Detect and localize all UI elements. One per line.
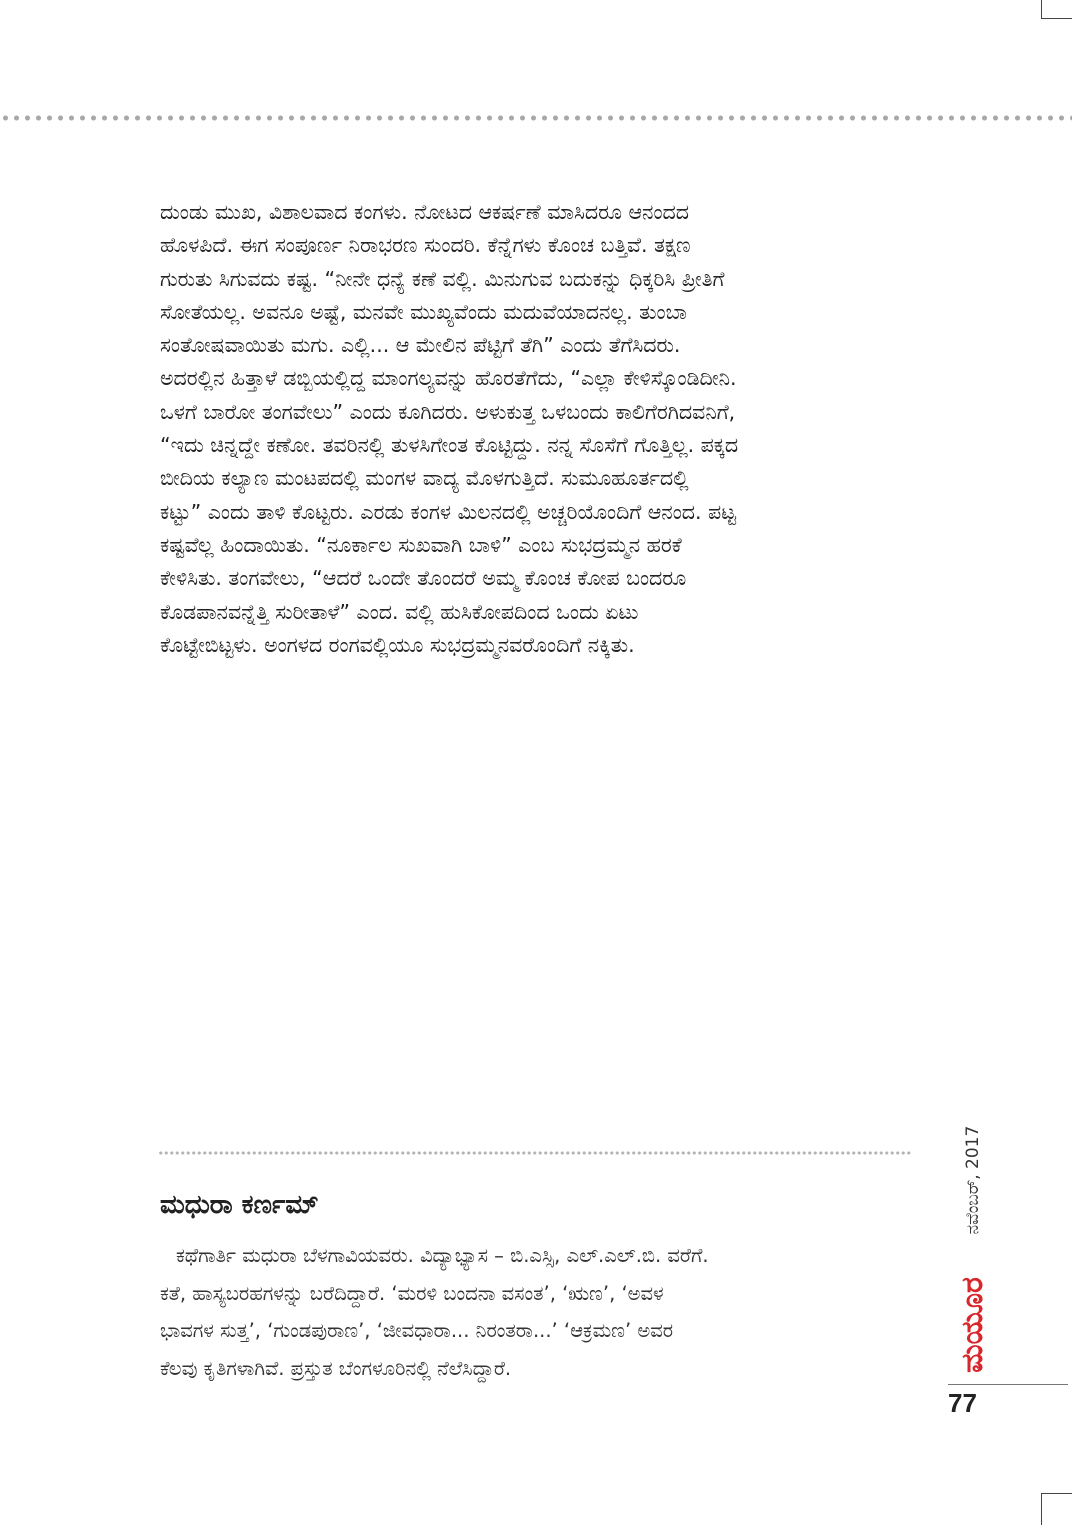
crop-mark-bottom (1041, 1493, 1072, 1525)
author-bio (160, 1237, 920, 1387)
issue-sidebar (948, 1080, 998, 1373)
story-line: ಅದರಲ್ಲಿನ ಹಿತ್ತಾಳೆ ಡಬ್ಬಿಯಲ್ಲಿದ್ದ ಮಾಂಗಲ್ಯವನ್ನು ಹೊರತೆಗೆದು, “ಎಲ್ಲಾ ಕೇಳಿಸ್ಕೊಂಡಿದೀನಿ. (160, 366, 737, 391)
story-line: ಕಷ್ಟವೆಲ್ಲ ಹಿಂದಾಯಿತು. “ನೂರ್ಕಾಲ ಸುಖವಾಗಿ ಬಾಳಿ” ಎಂಬ ಸುಭದ್ರಮ್ಮನ ಹರಕೆ (160, 532, 682, 557)
author-name: ಮಧುರಾ ಕರ್ಣಮ್ (160, 1190, 319, 1220)
story-line: ಸಂತೋಷವಾಯಿತು ಮಗು. ಎಲ್ಲಿ... ಆ ಮೇಲಿನ ಪೆಟ್ಟಿಗೆ ತೆಗಿ” ಎಂದು ತೆಗೆಸಿದರು. (160, 333, 681, 358)
author-bio-line: ಕತೆ, ಹಾಸ್ಯಬರಹಗಳನ್ನು ಬರೆದಿದ್ದಾರೆ. ‘ಮರಳಿ ಬಂದನಾ ವಸಂತ’, ‘ಋಣ’, ‘ಅವಳ (160, 1281, 664, 1305)
story-line: ಗುರುತು ಸಿಗುವದು ಕಷ್ಟ. “ನೀನೇ ಧನ್ಯೆ ಕಣೆ ವಲ್ಲಿ. ಮಿನುಗುವ ಬದುಕನ್ನು ಧಿಕ್ಕರಿಸಿ ಪ್ರೀತಿಗೆ (160, 266, 725, 291)
page-number-rule (948, 1384, 1068, 1385)
story-line: ದುಂಡು ಮುಖ, ವಿಶಾಲವಾದ ಕಂಗಳು. ನೋಟದ ಆಕರ್ಷಣೆ ಮಾಸಿದರೂ ಆನಂದದ (160, 200, 690, 224)
story-line: ಕೇಳಿಸಿತು. ತಂಗವೇಲು, “ಆದರೆ ಒಂದೇ ತೊಂದರೆ ಅಮ್ಮ ಕೊಂಚ ಕೋಪ ಬಂದರೂ (160, 566, 687, 591)
dotted-divider-author (158, 1150, 912, 1156)
issue-date: ನವೆಂಬರ್, 2017 (963, 1125, 983, 1235)
story-line: ಬೀದಿಯ ಕಲ್ಯಾಣ ಮಂಟಪದಲ್ಲಿ ಮಂಗಳ ವಾದ್ಯ ಮೊಳಗುತ್ತಿದೆ. ಸುಮೂಹೂರ್ತದಲ್ಲಿ (160, 466, 689, 491)
story-line: “ಇದು ಚಿನ್ನದ್ದೇ ಕಣೋ. ತವರಿನಲ್ಲಿ ತುಳಸಿಗೇಂತ ಕೊಟ್ಟಿದ್ದು. ನನ್ನ ಸೊಸೆಗೆ ಗೊತ್ತಿಲ್ಲ. ಪಕ್ಕದ (160, 433, 739, 458)
magazine-logo: ಮಯೂರ (955, 1277, 990, 1373)
author-bio-line: ಭಾವಗಳ ಸುತ್ತ’, ‘ಗುಂಡಪುರಾಣ’, ‘ಜೀವಧಾರಾ... ನಿರಂತರಾ...’ ‘ಆಕ್ರಮಣ’ ಅವರ (160, 1319, 674, 1342)
author-bio-line: ಕಥೆಗಾರ್ತಿ ಮಧುರಾ ಬೆಳಗಾವಿಯವರು. ವಿದ್ಯಾಭ್ಯಾಸ – ಬಿ.ಎಸ್ಸಿ, ಎಲ್.ಎಲ್.ಬಿ. ವರೆಗೆ. (176, 1244, 709, 1267)
story-line: ಒಳಗೆ ಬಾರೋ ತಂಗವೇಲು” ಎಂದು ಕೂಗಿದರು. ಅಳುಕುತ್ತ ಒಳಬಂದು ಕಾಲಿಗೆರಗಿದವನಿಗೆ, (160, 399, 736, 424)
dotted-divider-top (0, 113, 1072, 123)
story-line: ಕೊಡಪಾನವನ್ನೆತ್ತಿ ಸುರೀತಾಳೆ” ಎಂದ. ವಲ್ಲಿ ಹುಸಿಕೋಪದಿಂದ ಒಂದು ಏಟು (160, 599, 639, 624)
page-number: 77 (948, 1388, 977, 1418)
story-line: ಕಟ್ಟು” ಎಂದು ತಾಳಿ ಕೊಟ್ಟರು. ಎರಡು ಕಂಗಳ ಮಿಲನದಲ್ಲಿ ಅಚ್ಚರಿಯೊಂದಿಗೆ ಆನಂದ. ಪಟ್ಟ (160, 499, 737, 524)
story-line: ಸೋತೆಯಲ್ಲ. ಅವನೂ ಅಷ್ಟೆ, ಮನವೇ ಮುಖ್ಯವೆಂದು ಮದುವೆಯಾದನಲ್ಲ. ತುಂಬಾ (160, 299, 687, 324)
story-line: ಕೊಟ್ಟೇಬಿಟ್ಟಳು. ಅಂಗಳದ ರಂಗವಲ್ಲಿಯೂ ಸುಭದ್ರಮ್ಮನವರೊಂದಿಗೆ ನಕ್ಕಿತು. (160, 632, 635, 657)
story-text (160, 196, 920, 662)
author-bio-line: ಕೆಲವು ಕೃತಿಗಳಾಗಿವೆ. ಪ್ರಸ್ತುತ ಬೆಂಗಳೂರಿನಲ್ಲಿ ನೆಲೆಸಿದ್ದಾರೆ. (160, 1356, 512, 1380)
story-line: ಹೊಳಪಿದೆ. ಈಗ ಸಂಪೂರ್ಣ ನಿರಾಭರಣ ಸುಂದರಿ. ಕೆನ್ನೆಗಳು ಕೊಂಚ ಬತ್ತಿವೆ. ತಕ್ಷಣ (160, 233, 691, 258)
crop-mark-top (1041, 0, 1072, 19)
